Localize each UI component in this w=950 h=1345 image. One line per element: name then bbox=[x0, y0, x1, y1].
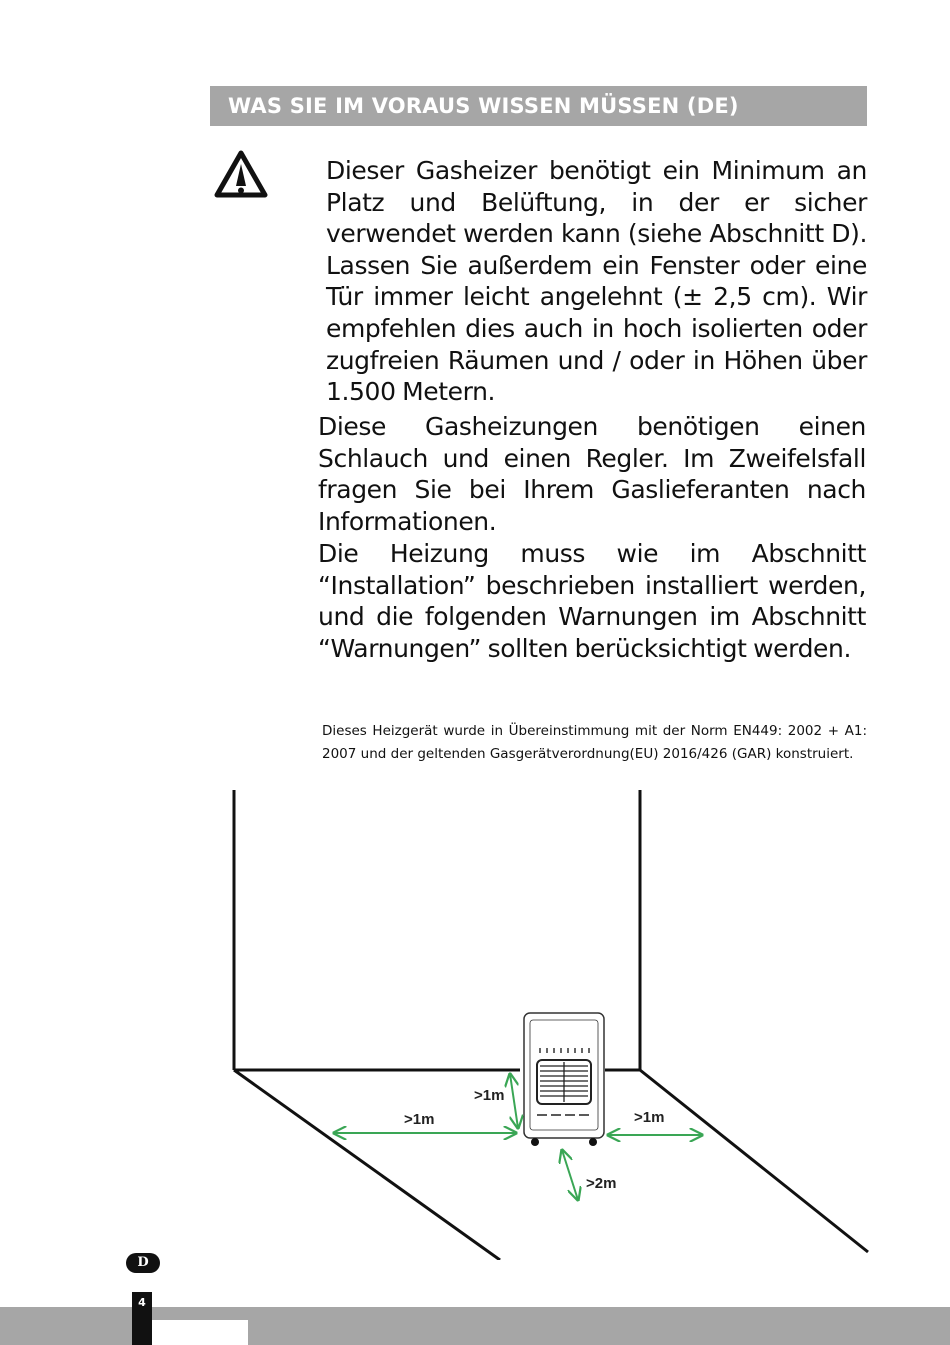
section-title: WAS SIE IM VORAUS WISSEN MÜSSEN (DE) bbox=[228, 94, 739, 118]
gas-heater-drawing bbox=[524, 1013, 604, 1146]
paragraph-ventilation: Dieser Gasheizer benötigt ein Minimum an Platz und Belüftung, in der er sicher verwendet werden kann (siehe Abschnitt D). Lassen Sie außerdem ein Fenster oder eine Tür immer leicht angelehnt (± 2,5 cm). Wir empfehlen dies auch in hoch isolierten oder zugfreien Räumen und / oder in Höhen über 1.500 Metern. bbox=[326, 156, 867, 407]
footer-white-block bbox=[150, 1320, 248, 1345]
paragraph-hose-regulator: Diese Gasheizungen benötigen einen Schlauch und einen Regler. Im Zweifelsfall fragen Sie bei Ihrem Gaslieferanten nach Informationen. bbox=[318, 412, 866, 536]
warning-triangle-icon bbox=[214, 150, 268, 198]
label-back-clearance: >1m bbox=[474, 1087, 505, 1104]
label-right-clearance: >1m bbox=[634, 1109, 665, 1126]
label-front-clearance: >2m bbox=[586, 1175, 617, 1192]
section-header bbox=[210, 86, 867, 126]
clearance-diagram bbox=[0, 780, 950, 1260]
norm-note: Dieses Heizgerät wurde in Übereinstimmung mit der Norm EN449: 2002 + A1: 2007 und der geltenden Gasgerätverordnung(EU) 2016/426 (GAR) konstruiert. bbox=[322, 723, 867, 762]
arrow-front bbox=[562, 1150, 578, 1200]
language-badge: D bbox=[126, 1253, 160, 1273]
label-left-clearance: >1m bbox=[404, 1111, 435, 1128]
page-number: 4 bbox=[132, 1292, 152, 1345]
arrow-back bbox=[510, 1074, 518, 1128]
paragraph-installation: Die Heizung muss wie im Abschnitt “Installation” beschrieben installiert werden, und die folgenden Warnungen im Abschnitt “Warnungen” sollten berücksichtigt werden. bbox=[318, 539, 866, 663]
